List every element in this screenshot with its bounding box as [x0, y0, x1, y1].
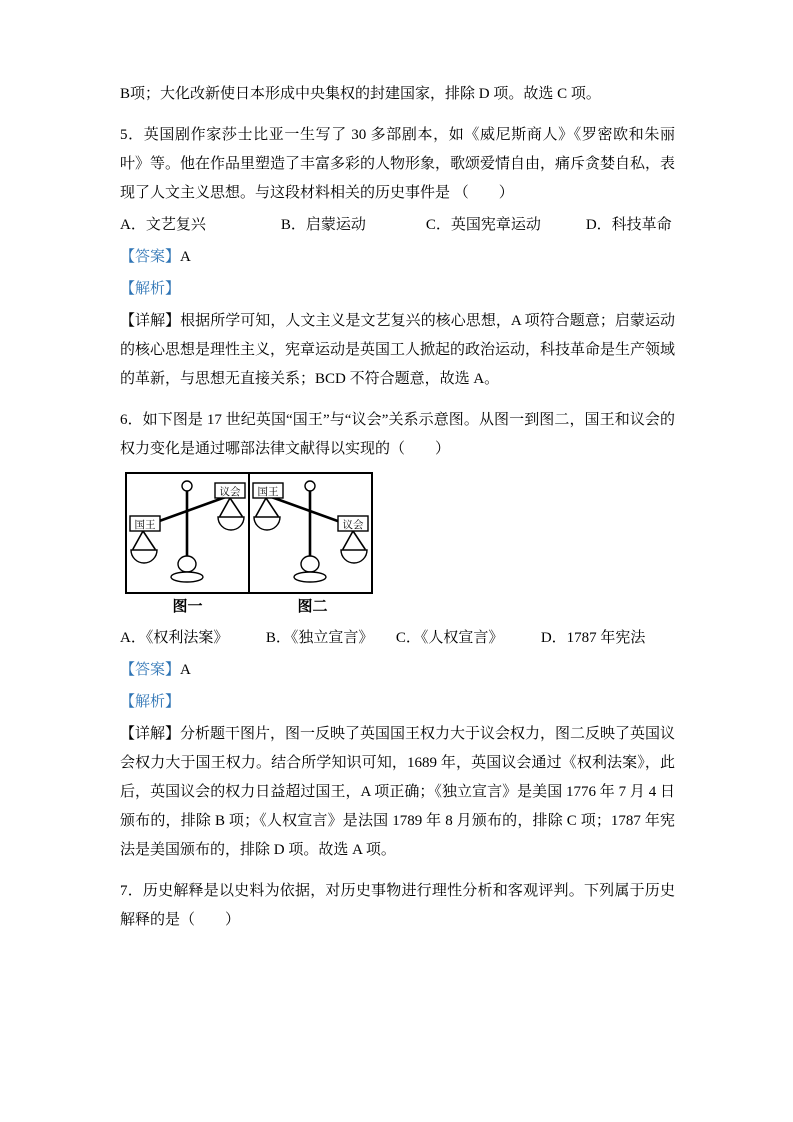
figure-2-box — [248, 472, 373, 594]
question-5-answer-line — [120, 243, 675, 272]
analysis-label: 【解析】 — [120, 694, 181, 710]
question-5-options: A．文艺复兴 B．启蒙运动 C．英国宪章运动 D．科技革命 — [120, 217, 672, 233]
right-pan — [218, 517, 244, 530]
question-5-detail: 【详解】根据所学可知，人文主义是文艺复兴的核心思想，A 项符合题意；启蒙运动的核心思想是理性主义，宪章运动是英国工人掀起的政治运动，科技革命是生产领域的革新，与思想无直接关系；BCD 不符合题意，故选 A。 — [120, 313, 676, 387]
scales-figure — [125, 472, 675, 594]
question-7-stem: 7．历史解释是以史料为依据，对历史事物进行理性分析和客观评判。下列属于历史解释的是（ ） — [120, 883, 675, 928]
question-6-detail: 【详解】分析题干图片，图一反映了英国国王权力大于议会权力，图二反映了英国议会权力大于国王权力。结合所学知识可知，1689 年，英国议会通过《权利法案》，此后，英国议会的权力日益超过国王，A 项正确；《独立宣言》是美国 1776 年 7 月 4 日颁布的，排除 B 项；《人权宣言》是法国 1789 年 8 月颁布的，排除 C 项；1787 年宪法是美国颁布的，排除 D 项。故选 A 项。 — [120, 726, 676, 858]
question-5 — [120, 121, 675, 394]
scale-base-foot — [171, 572, 203, 582]
question-6-stem: 6．如下图是 17 世纪英国“国王”与“议会”关系示意图。从图一到图二，国王和议会的权力变化是通过哪部法律文献得以实现的（ ） — [120, 412, 675, 457]
answer-value: A — [180, 662, 191, 678]
question-6-options: A．《权利法案》 B．《独立宣言》 C．《人权宣言》 D．1787 年宪法 — [120, 630, 646, 646]
balance-scale-parliament-heavier-icon — [250, 474, 371, 592]
left-pan — [131, 550, 157, 563]
parliament-label: 议会 — [342, 520, 364, 531]
question-5-stem: 5．英国剧作家莎士比亚一生写了 30 多部剧本，如《威尼斯商人》《罗密欧和朱丽叶》等。他在作品里塑造了丰富多彩的人物形象，歌颂爱情自由，痛斥贪婪自私，表现了人文主义思想。与这段材料相关的历史事件是 （ ） — [120, 127, 676, 201]
question-6-analysis-line — [120, 688, 675, 717]
answer-value: A — [180, 249, 191, 265]
right-pan — [341, 550, 367, 563]
q4-explanation-tail: B项；大化改新使日本形成中央集权的封建国家，排除 D 项。故选 C 项。 — [120, 86, 601, 102]
scale-hook-ring — [182, 481, 192, 491]
figure-1-caption: 图一 — [172, 599, 203, 615]
balance-scale-king-heavier-icon — [127, 474, 248, 592]
answer-label: 【答案】 — [120, 249, 181, 265]
analysis-label: 【解析】 — [120, 281, 181, 297]
king-label: 国王 — [134, 520, 156, 531]
king-label: 国王 — [257, 487, 279, 498]
scale-base-foot — [294, 572, 326, 582]
figure-1-box — [125, 472, 250, 594]
question-6 — [120, 406, 675, 865]
parliament-label: 议会 — [219, 487, 241, 498]
scale-base-bulb — [301, 556, 319, 572]
answer-label: 【答案】 — [120, 662, 181, 678]
question-7 — [120, 877, 675, 935]
question-6-answer-line — [120, 656, 675, 685]
scale-base-bulb — [178, 556, 196, 572]
left-pan — [254, 517, 280, 530]
question-5-analysis-line — [120, 275, 675, 304]
figure-captions — [125, 594, 675, 620]
figure-2-caption: 图二 — [297, 599, 328, 615]
scale-hook-ring — [305, 481, 315, 491]
